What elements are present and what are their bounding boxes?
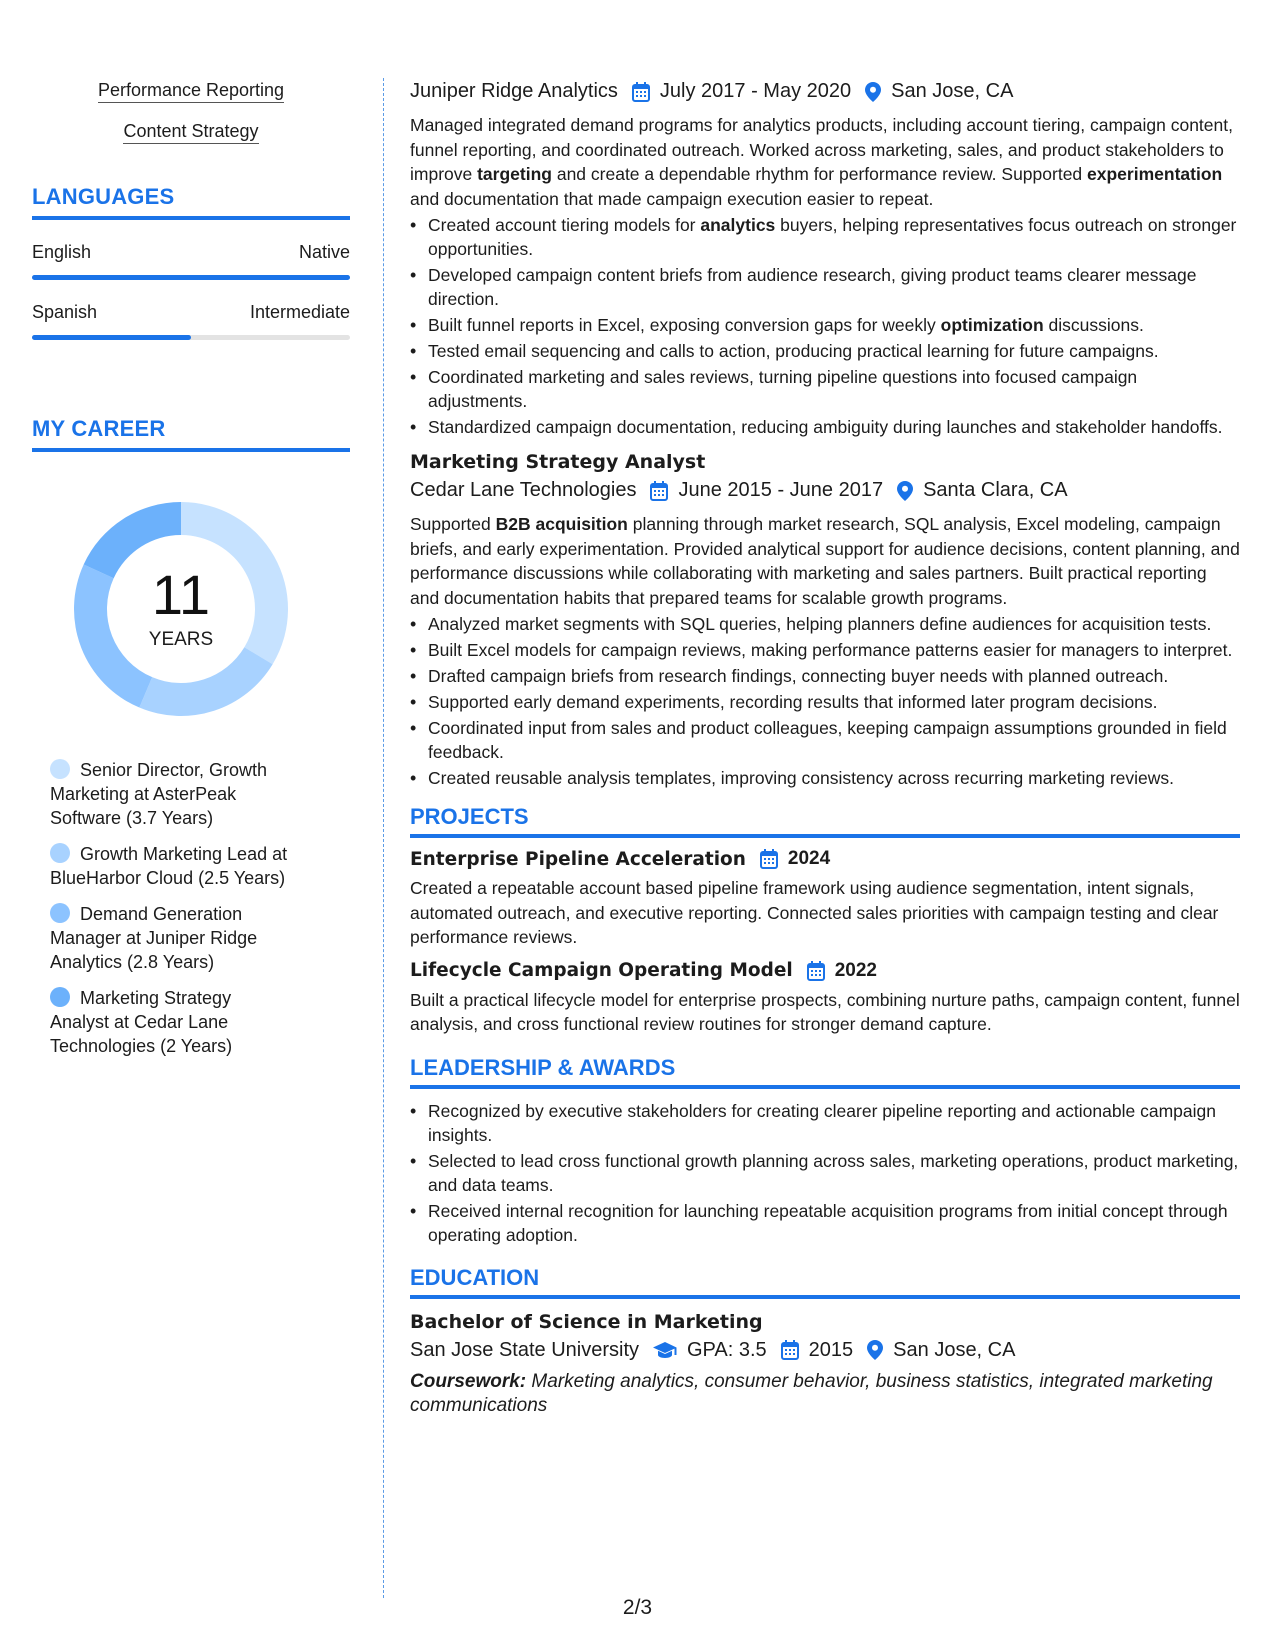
- job-dates: June 2015 - June 2017: [678, 479, 884, 501]
- language-level-fill: [32, 275, 350, 280]
- career-legend-item: Senior Director, Growth Marketing at AsterPeak Software (3.7 Years): [50, 760, 268, 828]
- job-bullet: • Supported early demand experiments, recording results that informed later program decisions.: [410, 690, 1240, 714]
- project-description: Created a repeatable account based pipeline framework using audience segmentation, intent signals, automated outreach, and executive reporting. Connected sales priorities with campaign testing and clear performance reviews.: [410, 878, 1219, 947]
- leadership-bullet: • Received internal recognition for launching repeatable acquisition programs from initial concept through operating adoption.: [410, 1199, 1240, 1247]
- job-bullet: • Developed campaign content briefs from audience research, giving product teams clearer message direction.: [410, 263, 1240, 311]
- job-bullet-list: [410, 612, 1240, 790]
- career-legend-item: Growth Marketing Lead at BlueHarbor Cloud (2.5 Years): [50, 844, 288, 888]
- coursework-label: Coursework:: [410, 1370, 527, 1392]
- job-bullet: • Created reusable analysis templates, improving consistency across recurring marketing reviews.: [410, 766, 1240, 790]
- project-year: 2022: [834, 959, 877, 981]
- career-legend-item: Marketing Strategy Analyst at Cedar Lane Technologies (2 Years): [50, 988, 233, 1056]
- leadership-list: [410, 1099, 1240, 1247]
- language-level-bar: [32, 275, 350, 280]
- career-legend: [32, 758, 292, 1058]
- job-bullet: • Built funnel reports in Excel, exposing conversion gaps for weekly optimization discussions.: [410, 313, 1240, 337]
- location-pin-icon: [897, 481, 913, 501]
- job-bullet: • Created account tiering models for analytics buyers, helping representatives focus outreach on stronger opportunities.: [410, 213, 1240, 261]
- job-bullet: • Analyzed market segments with SQL queries, helping planners define audiences for acquisition tests.: [410, 612, 1240, 636]
- language-level: Native: [298, 242, 350, 262]
- language-name: English: [32, 242, 92, 262]
- skill-item: Performance Reporting: [32, 80, 350, 101]
- project-name: Lifecycle Campaign Operating Model: [410, 960, 793, 981]
- language-level-fill: [32, 335, 191, 340]
- language-name: Spanish: [32, 302, 98, 322]
- job-location: San Jose, CA: [891, 80, 1014, 102]
- leadership-heading: LEADERSHIP & AWARDS: [410, 1055, 1240, 1089]
- calendar-icon: [632, 82, 650, 102]
- job-location: Santa Clara, CA: [923, 479, 1068, 501]
- location-pin-icon: [865, 82, 881, 102]
- calendar-icon: [650, 481, 668, 501]
- career-total-unit: YEARS: [148, 629, 214, 650]
- job-bullet: • Tested email sequencing and calls to action, producing practical learning for future campaigns.: [410, 339, 1240, 363]
- legend-dot: [50, 759, 70, 779]
- job-summary: Managed integrated demand programs for analytics products, including account tiering, campaign content, funnel reporting, and coordinated outreach. Worked across marketing, sales, and product stakeholders to improve targeting and create a dependable rhythm for performance review. Supported experimentation and documentation that made campaign execution easier to repeat.: [410, 115, 1233, 209]
- education-heading: EDUCATION: [410, 1265, 1240, 1299]
- job-bullet: • Built Excel models for campaign reviews, making performance patterns easier for managers to interpret.: [410, 638, 1240, 662]
- project-year: 2024: [787, 848, 831, 869]
- job-bullet: • Coordinated input from sales and product colleagues, keeping campaign assumptions grounded in field feedback.: [410, 716, 1240, 764]
- legend-dot: [50, 987, 70, 1007]
- degree-title: Bachelor of Science in Marketing: [410, 1310, 763, 1333]
- leadership-bullet: • Selected to lead cross functional growth planning across sales, marketing operations, product marketing, and data teams.: [410, 1149, 1240, 1197]
- project-entry: [410, 960, 1240, 1037]
- school-name: San Jose State University: [410, 1338, 639, 1361]
- legend-dot: [50, 843, 70, 863]
- job-company: Cedar Lane Technologies: [410, 479, 637, 501]
- job-bullet: • Coordinated marketing and sales reviews, turning pipeline questions into focused campaign adjustments.: [410, 365, 1240, 413]
- career-heading: MY CAREER: [32, 416, 350, 452]
- career-total-years: 11: [151, 563, 211, 626]
- graduation-year: 2015: [808, 1338, 854, 1361]
- school-location: San Jose, CA: [893, 1338, 1016, 1361]
- job-bullet-list: [410, 213, 1240, 439]
- job-meta: [410, 479, 1240, 502]
- projects-heading: PROJECTS: [410, 804, 1240, 838]
- languages-heading: LANGUAGES: [32, 184, 350, 220]
- coursework-text: Marketing analytics, consumer behavior, business statistics, integrated marketing communications: [410, 1370, 1213, 1416]
- career-donut-chart: [66, 494, 296, 724]
- language-level: Intermediate: [249, 302, 350, 322]
- project-entry: [410, 848, 1240, 950]
- location-pin-icon: [867, 1340, 883, 1360]
- language-level-bar: [32, 335, 350, 340]
- leadership-bullet: • Recognized by executive stakeholders for creating clearer pipeline reporting and actionable campaign insights.: [410, 1099, 1240, 1147]
- job-title: Marketing Strategy Analyst: [410, 451, 706, 473]
- gpa: GPA: 3.5: [687, 1338, 767, 1361]
- language-entry: [32, 302, 350, 340]
- coursework: [410, 1370, 1240, 1419]
- legend-dot: [50, 903, 70, 923]
- job-summary: Supported B2B acquisition planning through market research, SQL analysis, Excel modeling, campaign briefs, and early experimentation. Provided analytical support for audience decisions, content planning, and performance discussions while collaborating with marketing and sales partners. Built practical reporting and documentation habits that prepared teams for scalable growth programs.: [410, 514, 1240, 608]
- right-column: [410, 80, 1240, 1419]
- skill-item: Content Strategy: [32, 121, 350, 142]
- job-bullet: • Standardized campaign documentation, reducing ambiguity during launches and stakeholder handoffs.: [410, 415, 1240, 439]
- calendar-icon: [760, 849, 778, 869]
- graduation-cap-icon: [653, 1341, 677, 1359]
- education-meta: [410, 1339, 1240, 1362]
- left-column: [32, 80, 350, 1070]
- project-name: Enterprise Pipeline Acceleration: [410, 848, 746, 870]
- job-meta: [410, 80, 1240, 103]
- job-company: Juniper Ridge Analytics: [410, 80, 618, 102]
- project-description: Built a practical lifecycle model for enterprise prospects, combining nurture paths, campaign content, funnel analysis, and cross functional review routines for stronger demand capture.: [410, 989, 1240, 1034]
- calendar-icon: [781, 1340, 799, 1360]
- job-bullet: • Drafted campaign briefs from research findings, connecting buyer needs with planned outreach.: [410, 664, 1240, 688]
- language-entry: [32, 242, 350, 280]
- page-number: 2/3: [622, 1596, 653, 1619]
- career-legend-item: Demand Generation Manager at Juniper Ridge Analytics (2.8 Years): [50, 904, 258, 972]
- calendar-icon: [807, 961, 825, 981]
- column-divider: [383, 78, 384, 1598]
- job-dates: July 2017 - May 2020: [659, 80, 852, 102]
